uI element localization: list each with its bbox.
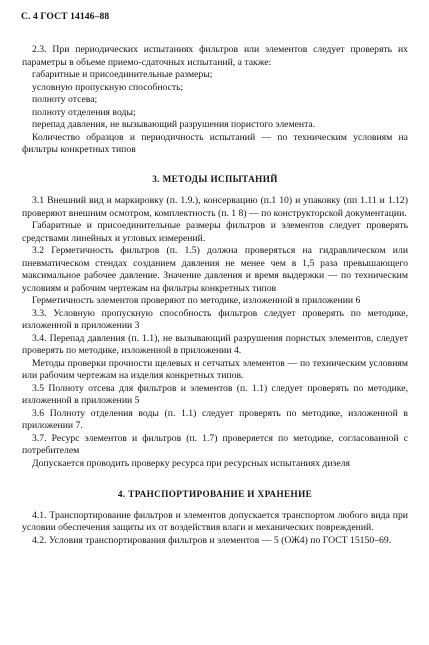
paragraph: 3.5 Полноту отсева для фильтров и элементов (п. 1.1) следует проверять по методике, изложенной в приложении 5 xyxy=(22,382,408,406)
paragraph: Герметичность элементов проверяют по методике, изложенной в приложении 6 xyxy=(32,295,361,306)
paragraph: Габаритные и присоединительные размеры фильтров и элементов следует проверять средствами линейных и угловых измерений. xyxy=(22,220,408,244)
paragraph: 3.1 Внешний вид и маркировку (п. 1.9.), консервацию (п.1 10) и упаковку (пп 1.11 и 1.12) проверяют внешним осмотром, комплектность (п. 1 8) — по конструкторской документации. xyxy=(22,195,408,219)
paragraph: Методы проверки прочности щелевых и сетчатых элементов — по техническим условиям или рабочим чертежам на изделия конкретных типов. xyxy=(22,357,408,381)
paragraph: 3.7. Ресурс элементов и фильтров (п. 1.7) проверяется по методике, согласованной с потребителем xyxy=(22,432,408,456)
paragraph: 3.4. Перепад давления (п. 1.1), не вызывающий разрушения пористых элементов, следует проверять по методике, изложенной в приложении 4. xyxy=(22,332,408,356)
section-heading-4: 4. ТРАНСПОРТИРОВАНИЕ И ХРАНЕНИЕ xyxy=(117,489,313,499)
paragraph: 4.2. Условия транспортирования фильтров и элементов — 5 (ОЖ4) по ГОСТ 15150–69. xyxy=(32,534,392,546)
page-header: С. 4 ГОСТ 14146–88 xyxy=(21,11,110,22)
paragraph: 4.1. Транспортирование фильтров и элементов допускается транспортом любого вида при условии обеспечения защиты их от воздействия влаги и механических повреждений. xyxy=(22,509,408,533)
document-body xyxy=(22,44,408,547)
section-heading-3: 3. МЕТОДЫ ИСПЫТАНИЙ xyxy=(152,173,278,184)
list-item: полноту отделения воды; xyxy=(32,106,136,118)
paragraph: Допускается проводить проверку ресурса при ресурсных испытаниях дизеля xyxy=(32,457,350,469)
paragraph: 3.3. Условную пропускную способность фильтров следует проверять по методике, изложенной в приложении 3 xyxy=(22,307,408,331)
list-item: условную пропускную способность; xyxy=(32,81,184,93)
paragraph-2-3-closing: Количество образцов и периодичность испытаний — по техническим условиям на фильтры конкретных типов xyxy=(22,131,408,155)
list-item: полноту отсева; xyxy=(32,94,98,105)
paragraph: 3.6 Полноту отделения воды (п. 1.1) следует проверять по методике, изложенной в приложении 7. xyxy=(22,407,408,431)
paragraph: 3.2 Герметичность фильтров (п. 1.5) должна проверяться на гидравлическом или пневматическом стендах созданием давления не менее чем в 1,5 раза превышающего максимальное рабочее давление. Значение давления и время выдержки — по техническим условиям и рабочим чертежам на фильтры конкретных типов xyxy=(22,245,408,294)
list-item: перепад давления, не вызывающий разрушения пористого элемента. xyxy=(32,119,316,130)
paragraph-2-3-intro: 2.3. При периодических испытаниях фильтров или элементов следует проверять их параметры в объеме приемо-сдаточных испытаний, а также: xyxy=(22,44,408,68)
list-item: габаритные и присоединительные размеры; xyxy=(32,69,213,80)
